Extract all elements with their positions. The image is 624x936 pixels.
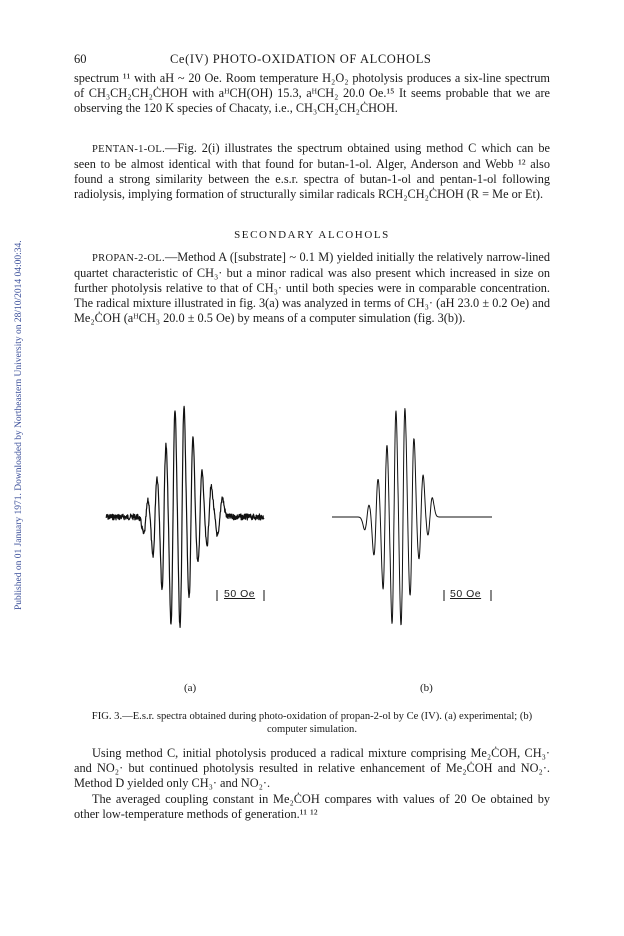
provenance-text: Published on 01 January 1971. Downloaded by Northeastern University on 28/10/2014 04:00:34. bbox=[14, 240, 24, 610]
scale-label-b: 50 Oe bbox=[450, 588, 482, 600]
scale-label-a: 50 Oe bbox=[224, 588, 256, 600]
paragraph-pentanol bbox=[74, 141, 550, 202]
paragraph-butanol-continued: spectrum ¹¹ with aH ~ 20 Oe. Room temperature H₂O₂ photolysis produces a six-line spectrum of CH₃CH₂CH₂ĊHOH with aᴴCH(OH) 15.3, aᴴCH₂ 20.0 Oe.¹⁵ It seems probable that we are observing the 120 K species of Chacaty, i.e., CH₃CH₂CH₂ĊHOH. bbox=[74, 71, 550, 115]
download-provenance-note bbox=[2, 160, 24, 610]
running-title: Ce(IV) PHOTO-OXIDATION OF ALCOHOLS bbox=[170, 52, 432, 66]
pentanol-text: —Fig. 2(i) illustrates the spectrum obtained using method C which can be seen to be almost identical with that found for butan-1-ol. Alger, Anderson and Webb ¹² also found a strong similarity between the e.s.r. spectra of butan-1-ol and pentan-1-ol following radiolysis, implying formation of structurally similar radicals RCH₂CH₂ĊHOH (R = Me or Et). bbox=[74, 141, 550, 201]
paragraph-method-c: Using method C, initial photolysis produced a radical mixture comprising Me₂ĊOH, CH₃· and NO₂· but continued photolysis resulted in relative enhancement of Me₂ĊOH and NO₂·. Method D yielded only CH₃· and NO₂·. bbox=[74, 746, 550, 790]
panel-label-a: (a) bbox=[184, 682, 197, 694]
figure-3 bbox=[74, 345, 550, 705]
page-header bbox=[74, 52, 550, 68]
page-number: 60 bbox=[74, 52, 87, 66]
panel-label-b: (b) bbox=[420, 682, 433, 694]
esr-spectra-plot bbox=[74, 345, 550, 705]
paragraph-coupling-constant: The averaged coupling constant in Me₂ĊOH compares with values of 20 Oe obtained by other low-temperature methods of generation.¹¹ ¹² bbox=[74, 792, 550, 821]
figure-caption: FIG. 3.—E.s.r. spectra obtained during photo-oxidation of propan-2-ol by Ce (IV). (a) experimental; (b) computer simulation. bbox=[91, 711, 533, 735]
section-heading: SECONDARY ALCOHOLS bbox=[234, 229, 390, 241]
propanol-run-in-heading: PROPAN-2-OL. bbox=[92, 253, 165, 264]
paragraph-propan-2-ol bbox=[74, 250, 550, 326]
pentanol-run-in-heading: PENTAN-1-OL. bbox=[92, 144, 166, 155]
propanol-text: —Method A ([substrate] ~ 0.1 M) yielded initially the relatively narrow-lined quartet characteristic of CH₃· but a minor radical was also present which increased in size on further photolysis relative to that of CH₃· until both species were in comparable concentration. The radical mixture illustrated in fig. 3(a) was analyzed in terms of CH₃· (aH 23.0 ± 0.2 Oe) and Me₂ĊOH (aᴴCH₃ 20.0 ± 0.5 Oe) by means of a computer simulation (fig. 3(b)). bbox=[74, 250, 550, 325]
